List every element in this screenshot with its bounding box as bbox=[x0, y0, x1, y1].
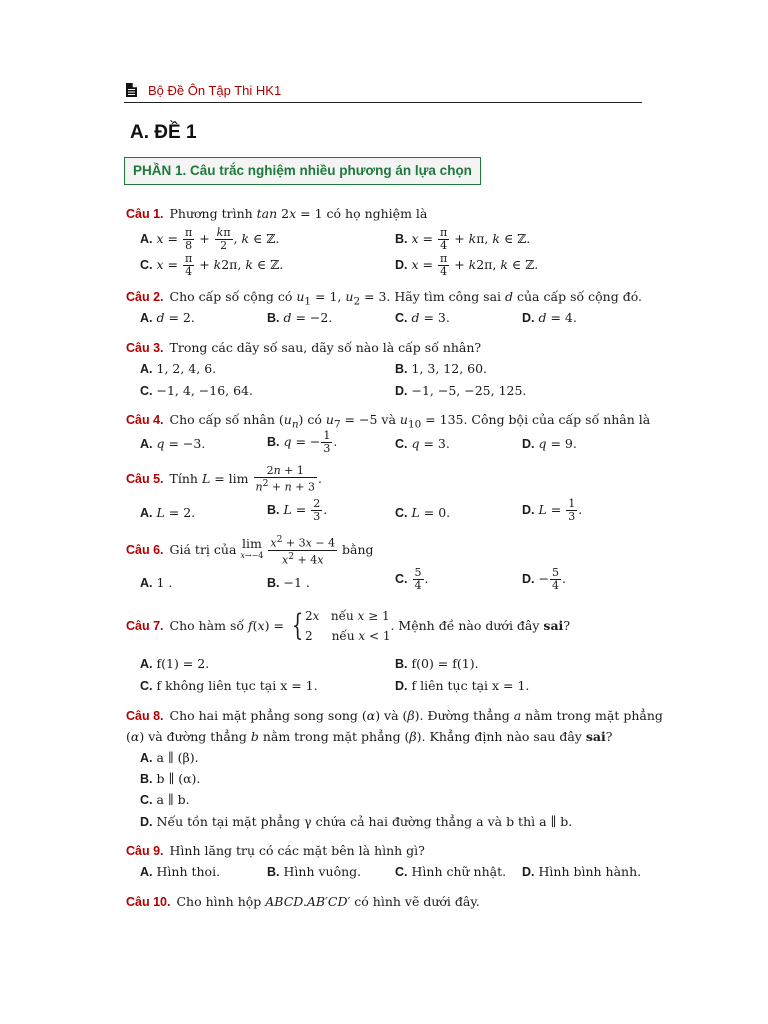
question-3-option-a: A. 1, 2, 4, 6. bbox=[140, 361, 217, 376]
question-9-option-b: B. Hình vuông. bbox=[267, 864, 362, 879]
question-2 bbox=[126, 289, 642, 308]
question-2-option-a: A. d = 2. bbox=[140, 310, 195, 325]
question-2-option-d: D. d = 4. bbox=[522, 310, 577, 325]
question-text: Cho hình hộp ABCD.AB′CD′ có hình vẽ dưới đây. bbox=[176, 894, 480, 909]
part-title-box: PHẦN 1. Câu trắc nghiệm nhiều phương án lựa chọn bbox=[124, 157, 481, 185]
question-2-option-b: B. d = −2. bbox=[267, 310, 333, 325]
question-9-option-a: A. Hình thoi. bbox=[140, 864, 221, 879]
question-4-option-c: C. q = 3. bbox=[395, 436, 450, 451]
question-4-option-d: D. q = 9. bbox=[522, 436, 577, 451]
question-label: Câu 10. bbox=[126, 895, 171, 909]
page-header bbox=[124, 82, 642, 103]
question-6-option-b: B. −1 . bbox=[267, 575, 310, 590]
question-1 bbox=[126, 206, 427, 221]
question-1-option-b: B. x = $\frac{\pi}{4}$ + kπ, k ∈ ℤ. bbox=[395, 226, 531, 252]
question-3-option-d: D. −1, −5, −25, 125. bbox=[395, 383, 527, 398]
question-3-option-c: C. −1, 4, −16, 64. bbox=[140, 383, 253, 398]
question-8 bbox=[126, 708, 663, 723]
question-text: Cho cấp số nhân $(u_n)$ có $u_7 = -5$ và $u_{10} = 135$. Công bội của cấp số nhân là bbox=[169, 412, 651, 431]
question-1-option-a: A. x = $\frac{\pi}{8}$ + $\frac{k\pi}{2}$ , k ∈ ℤ. bbox=[140, 226, 280, 252]
question-6-option-c: C. $\frac{5}{4}$ . bbox=[395, 566, 429, 592]
question-7-option-a: A. f(1) = 2. bbox=[140, 656, 210, 671]
question-5-option-c: C. L = 0. bbox=[395, 505, 451, 520]
question-6-option-a: A. 1 . bbox=[140, 575, 173, 590]
question-5-option-b: B. L = $\frac{2}{3}$ . bbox=[267, 497, 328, 523]
question-text: Cho hai mặt phẳng song song (α) và (β). Đường thẳng a nằm trong mặt phẳng bbox=[169, 708, 663, 723]
question-label: Câu 9. bbox=[126, 844, 164, 858]
question-label: Câu 5. bbox=[126, 471, 164, 486]
question-text: Cho hàm số f(x) = { 2x nếu x ≥ 1 2 nếu x < 1. Mệnh đề nào dưới đây sai? bbox=[169, 608, 571, 643]
question-9-option-d: D. Hình bình hành. bbox=[522, 864, 642, 879]
question-7 bbox=[126, 606, 570, 646]
question-1-option-c: C. x = $\frac{\pi}{4}$ + k2π, k ∈ ℤ. bbox=[140, 252, 284, 278]
question-4 bbox=[126, 412, 650, 431]
question-8-option-d: D. Nếu tồn tại mặt phẳng γ chứa cả hai đường thẳng a và b thì a ∥ b. bbox=[140, 814, 573, 829]
question-label: Câu 2. bbox=[126, 290, 164, 304]
question-8-option-a: A. a ∥ (β). bbox=[140, 750, 199, 765]
question-10 bbox=[126, 894, 480, 909]
question-6 bbox=[126, 534, 374, 566]
question-5 bbox=[126, 465, 322, 494]
question-5-option-a: A. L = 2. bbox=[140, 505, 196, 520]
question-label: Câu 3. bbox=[126, 341, 164, 355]
question-label: Câu 1. bbox=[126, 207, 164, 221]
question-5-option-d: D. L = $\frac{1}{3}$ . bbox=[522, 497, 583, 523]
question-7-option-d: D. f liên tục tại x = 1. bbox=[395, 678, 530, 693]
question-8-option-c: C. a ∥ b. bbox=[140, 792, 190, 807]
question-4-option-a: A. q = −3. bbox=[140, 436, 206, 451]
header-title: Bộ Đề Ôn Tập Thi HK1 bbox=[148, 83, 282, 98]
question-label: Câu 8. bbox=[126, 709, 164, 723]
question-8-option-b: B. b ∥ (α). bbox=[140, 771, 201, 786]
question-4-option-b: B. q = − $\frac{1}{3}$ . bbox=[267, 429, 338, 455]
question-3-option-b: B. 1, 3, 12, 60. bbox=[395, 361, 488, 376]
question-6-option-d: D. − $\frac{5}{4}$ . bbox=[522, 566, 566, 592]
question-text: Hình lăng trụ có các mặt bên là hình gì? bbox=[169, 843, 425, 858]
question-7-option-c: C. f không liên tục tại x = 1. bbox=[140, 678, 318, 693]
question-3 bbox=[126, 340, 481, 355]
question-label: Câu 6. bbox=[126, 542, 164, 557]
question-2-option-c: C. d = 3. bbox=[395, 310, 450, 325]
question-text: Giá trị của lim x→−4 $\frac{x^2 + 3x - 4}{x^2 + 4x}$ bằng bbox=[169, 534, 374, 567]
document-icon bbox=[126, 83, 137, 97]
section-title: A. ĐỀ 1 bbox=[130, 122, 197, 143]
question-label: Câu 4. bbox=[126, 413, 164, 427]
question-7-option-b: B. f(0) = f(1). bbox=[395, 656, 479, 671]
question-1-option-d: D. x = $\frac{\pi}{4}$ + k2π, k ∈ ℤ. bbox=[395, 252, 539, 278]
question-label: Câu 7. bbox=[126, 618, 164, 633]
question-text: Trong các dãy số sau, dãy số nào là cấp số nhân? bbox=[169, 340, 482, 355]
question-text: Cho cấp số cộng có $u_1 = 1$, $u_2 = 3$. Hãy tìm công sai d của cấp số cộng đó. bbox=[169, 289, 642, 308]
question-9 bbox=[126, 843, 425, 858]
question-text: Tính L = lim $\frac{2n + 1}{n^2 + n + 3}$ . bbox=[169, 464, 322, 494]
question-text: Phương trình tan 2x = 1 có họ nghiệm là bbox=[169, 206, 428, 221]
question-8-text-line-2: (α) và đường thẳng b nằm trong mặt phẳng (β). Khẳng định nào sau đây sai? bbox=[126, 729, 613, 744]
question-9-option-c: C. Hình chữ nhật. bbox=[395, 864, 507, 879]
